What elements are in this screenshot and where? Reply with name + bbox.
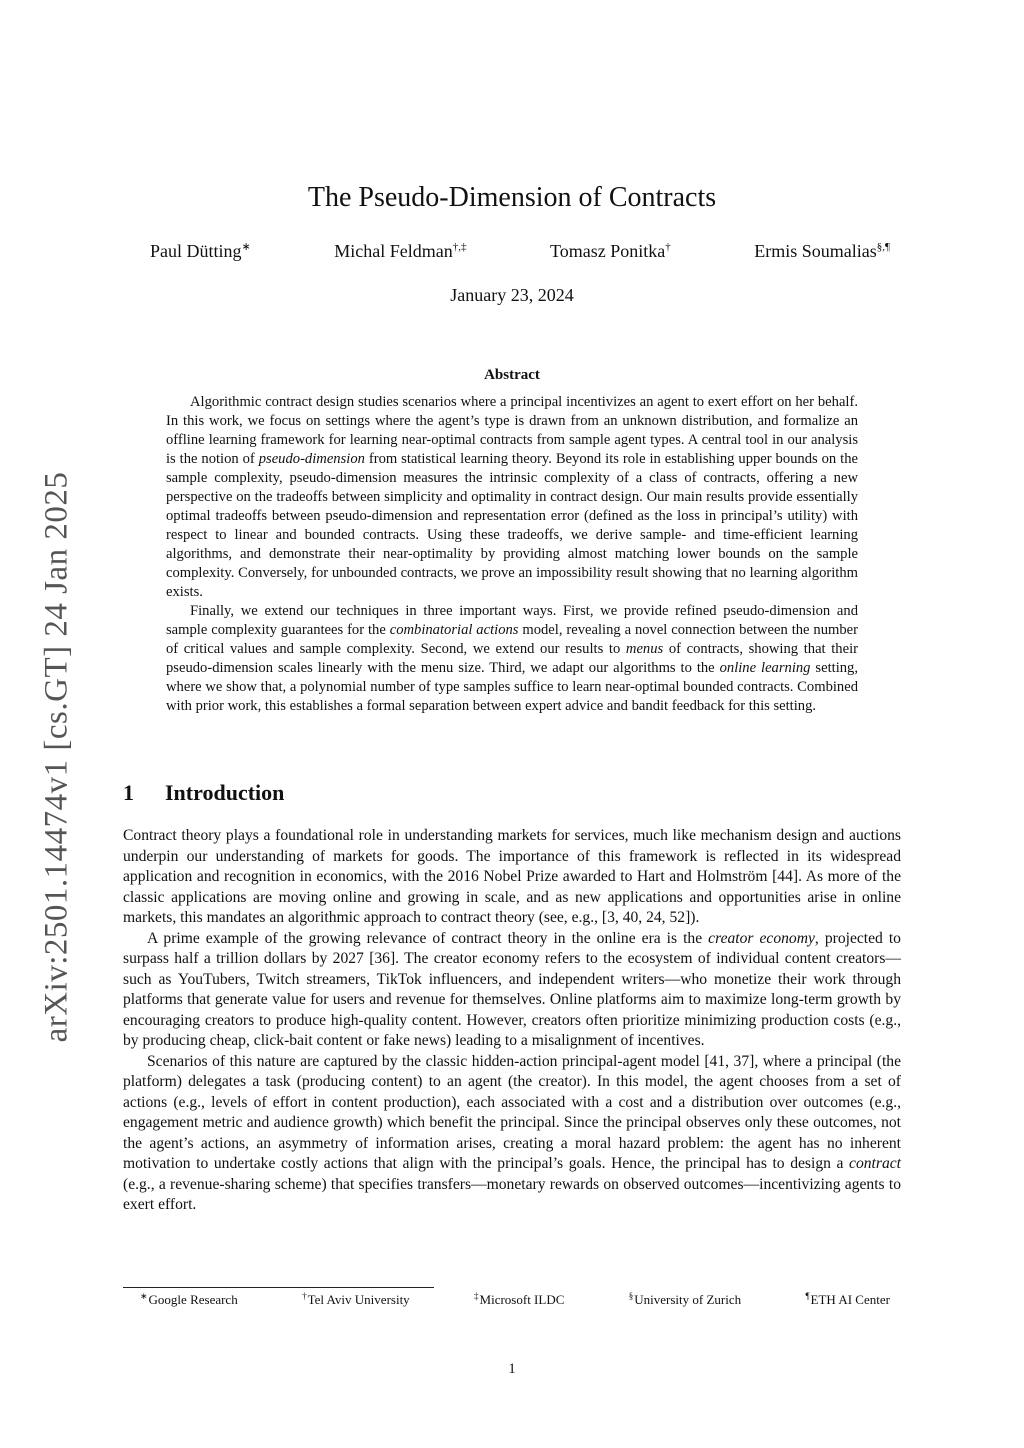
footnote: ‡Microsoft ILDC <box>474 1290 565 1307</box>
abstract-paragraph: Algorithmic contract design studies scenarios where a principal incentivizes an agent to exert effort on her behalf. In this work, we focus on settings where the agent’s type is drawn from an unknown distribution, and formalize an offline learning framework for learning near-optimal contracts from sample agent types. A central tool in our analysis is the notion of pseudo-dimension from statistical learning theory. Beyond its role in establishing upper bounds on the sample complexity, pseudo-dimension measures the intrinsic complexity of a class of contracts, offering a new perspective on the tradeoffs between simplicity and optimality in contract design. Our main results provide essentially optimal tradeoffs between pseudo-dimension and representation error (defined as the loss in principal’s utility) with respect to linear and bounded contracts. Using these tradeoffs, we derive sample- and time-efficient learning algorithms, and demonstrate their near-optimality by providing almost matching lower bounds on the sample complexity. Conversely, for unbounded contracts, we prove an impossibility result showing that no learning algorithm exists. <box>166 394 858 600</box>
footnote: †Tel Aviv University <box>302 1290 410 1307</box>
body-paragraph: Contract theory plays a foundational role in understanding markets for services, much like mechanism design and auctions underpin our understanding of markets for goods. The importance of this framework is reflected in its widespread application and recognition in economics, with the 2016 Nobel Prize awarded to Hart and Holmström [44]. As more of the classic applications are moving online and growing in scale, and as new applications and opportunities arise in online markets, this mandates an algorithmic approach to contract theory (see, e.g., [3, 40, 24, 52]). <box>123 827 901 926</box>
section-heading <box>123 780 284 806</box>
paper-date: January 23, 2024 <box>450 285 574 305</box>
affiliation-footnotes <box>140 1292 890 1308</box>
body-paragraph: Scenarios of this nature are captured by the classic hidden-action principal-agent model [41, 37], where a principal (the platform) delegates a task (producing content) to an agent (the creator). In this model, the agent chooses from a set of actions (e.g., levels of effort in content production), each associated with a cost and a distribution over outcomes (e.g., engagement metric and audience growth) which benefit the principal. Since the principal observes only these outcomes, not the agent’s actions, an asymmetry of information arises, creating a moral hazard problem: the agent has no inherent motivation to undertake costly actions that align with the principal’s goals. Hence, the principal has to design a contract (e.g., a revenue-sharing scheme) that specifies transfers—monetary rewards on observed outcomes—incentivizing agents to exert effort. <box>123 1052 901 1213</box>
section-title: Introduction <box>165 780 285 805</box>
abstract-paragraph: Finally, we extend our techniques in three important ways. First, we provide refined pseudo-dimension and sample complexity guarantees for the combinatorial actions model, revealing a novel connection between the number of critical values and sample complexity. Second, we extend our results to menus of contracts, showing that their pseudo-dimension scales linearly with the menu size. Third, we adapt our algorithms to the online learning setting, where we show that, a polynomial number of type samples suffice to learn near-optimal bounded contracts. Combined with prior work, this establishes a formal separation between expert advice and bandit feedback for this setting. <box>166 603 858 714</box>
paper-title: The Pseudo-Dimension of Contracts <box>307 182 717 213</box>
body-paragraph: A prime example of the growing relevance of contract theory in the online era is the creator economy, projected to surpass half a trillion dollars by 2027 [36]. The creator economy refers to the ecosystem of individual content creators—such as YouTubers, Twitch streamers, TikTok influencers, and independent writers—who monetize their work through platforms that generate value for users and revenue for themselves. Online platforms aim to maximize long-term growth by encouraging creators to produce high-quality content. However, creators often prioritize minimizing production costs (e.g., by producing cheap, click-bait content or fake news) leading to a misalignment of incentives. <box>123 929 901 1049</box>
page-number: 1 <box>508 1361 516 1377</box>
footnote-divider <box>123 1287 434 1288</box>
arxiv-identifier: arXiv:2501.14474v1 [cs.GT] 24 Jan 2025 <box>38 471 75 1043</box>
footnote: ∗Google Research <box>140 1290 238 1307</box>
footnote: §University of Zurich <box>628 1290 742 1307</box>
footnote: ¶ETH AI Center <box>805 1290 890 1307</box>
author: Paul Dütting∗ <box>150 241 251 261</box>
author: Michal Feldman†,‡ <box>334 241 467 261</box>
author-list <box>150 241 890 262</box>
abstract-heading: Abstract <box>484 367 540 383</box>
section-number: 1 <box>123 780 134 805</box>
abstract-body <box>166 393 858 716</box>
author: Tomasz Ponitka† <box>550 241 671 261</box>
author: Ermis Soumalias§,¶ <box>754 241 890 261</box>
introduction-body <box>123 826 901 1216</box>
